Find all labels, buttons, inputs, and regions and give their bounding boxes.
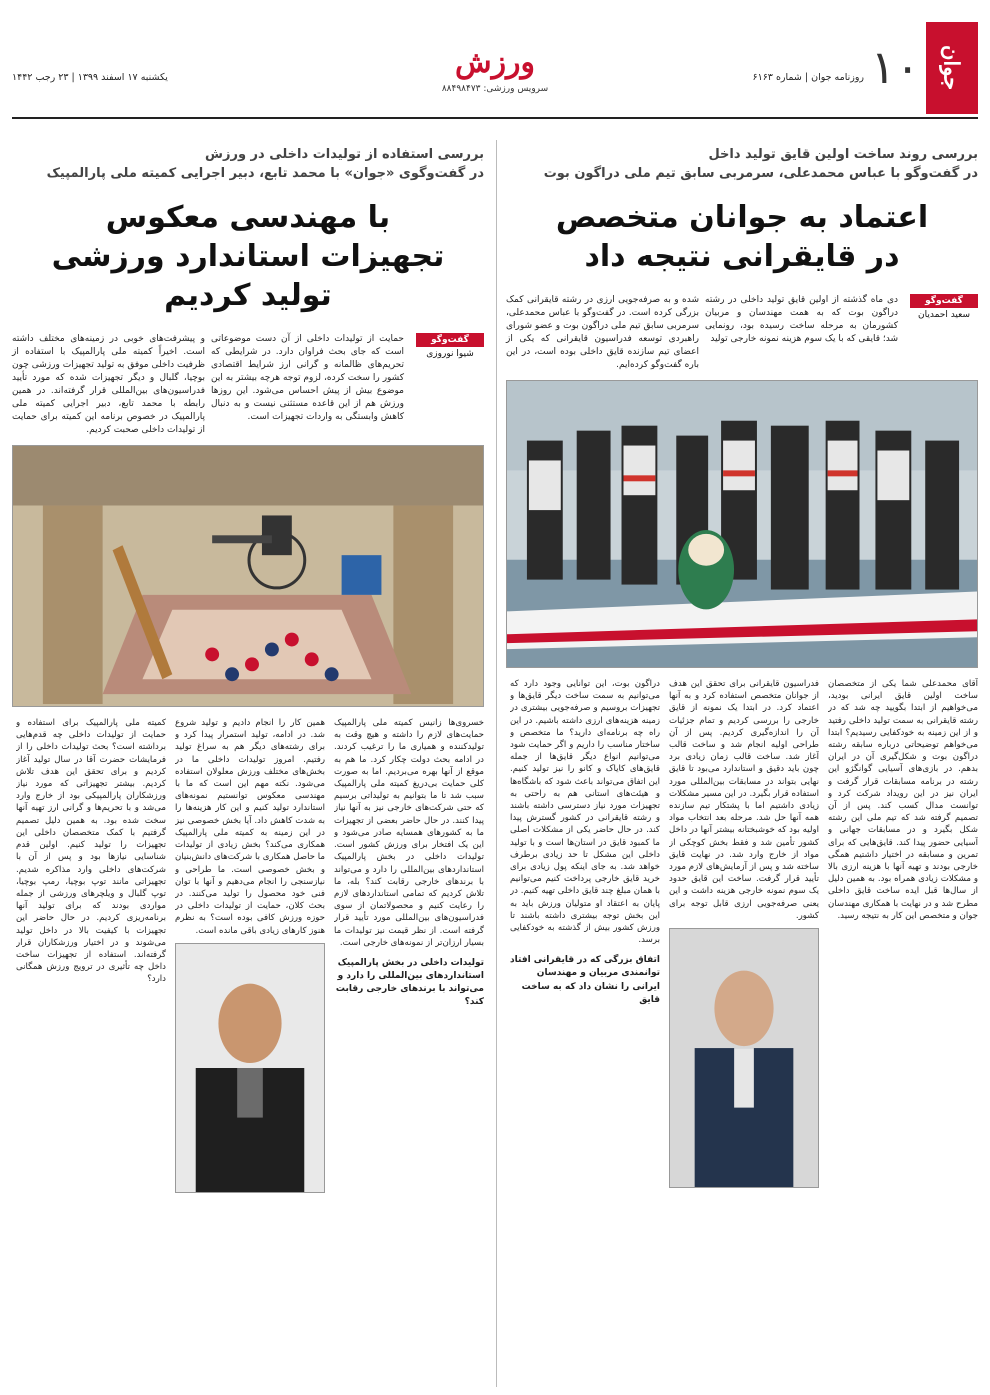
article-lead (506, 294, 978, 372)
article-headline[interactable] (506, 198, 978, 276)
page-number: ۱۰ (870, 40, 920, 94)
byline (910, 294, 978, 372)
lead-text: حمایت از تولیدات داخلی از آن دست موضوعاتی است که جای بحث فراوان دارد. در شرایطی که تحریم‌های ظالمانه و گرانی ارز شرایط اقتصادی کشور را سخت کرده، لزوم توجه هرچه بیشتر به این موضوع بیش از پیش احساس می‌شود. این روزها ورزش هم از این قاعده مستثنی نیست و به دنبال کاهش وابستگی به واردات تجهیزات است. (211, 333, 404, 422)
dragon-boat-photo (506, 380, 978, 668)
article-body (12, 717, 484, 1347)
lead-text: شده و به صرفه‌جویی ارزی در رشته قایقرانی کمک بزرگی کرده است. در گفت‌وگو با عباس محمدعلی، سرمربی سابق تیم ملی دراگون بوت و عضو شورای راهبردی توسعه فدراسیون قایقرانی که یکی از اعضای تیم سازنده قایق داخلی بوده است، در این باره گفت‌وگو کرده‌ایم. (506, 294, 699, 370)
body-text: خسروی‌ها زانیس کمیته ملی پارالمپیک حمایت‌های لازم را داشته و هیچ وقت به تولیدکننده و همیاری ما را ترغیب کردند. در ادامه بحث دولت چکار کرد. ما هم به موقع از آنها بهره می‌بردیم. اما به صورت کلی حمایت بی‌دریغ کمیته ملی پارالمپیک سبب شد تا ما بتوانیم به تولیداتی برسیم که حتی شرکت‌های خارجی نیز به آنها نیاز پیدا کنند. در حال حاضر بعضی از تجهیزات ما به کشورهای همسایه صادر می‌شود و این یک افتخار برای ورزش کشور است. تولیدات داخلی در بخش پارالمپیک استانداردهای بین‌المللی را دارد و می‌تواند با برندهای خارجی رقابت کند؟ بله، ما تلاش کردیم که تمامی استانداردهای لازم را رعایت کنیم و محصولاتمان از سوی فدراسیون‌های بین‌المللی مورد تأیید قرار گرفته است. از نظر قیمت نیز تولیدات ما بسیار ارزان‌تر از نمونه‌های خارجی است. (334, 718, 484, 948)
byline (416, 333, 484, 437)
byline-tag: گفت‌وگو (416, 333, 484, 347)
headline-line: در قایقرانی نتیجه داد (584, 238, 900, 274)
author-name: شیوا نوروزی (426, 348, 474, 359)
body-text: کمیته ملی پارالمپیک برای استفاده و حمایت از تولیدات داخلی چه قدم‌هایی برداشته است؟ بحث تولیدات داخلی را از فرمایشات حضرت آقا در سال تولید آغاز کردیم و برای تحقق این هدف تلاش کردیم. بیشتر تجهیزاتی که مورد نیاز ورزشکاران پارالمپیکی بود از خارج وارد می‌شد و با تحریم‌ها و گرانی ارز تهیه آنها سخت شده بود. به همین دلیل تصمیم گرفتیم با کمک متخصصان داخلی این تجهیزات را تولید کنیم. اولین قدم شناسایی نیازها بود و پس از آن با شرکت‌های داخلی وارد مذاکره شدیم. تجهیزاتی مانند توپ بوچیا، رمپ بوچیا، توپ گلبال و ویلچرهای ورزشی از جمله مواردی بودند که برای تولید آنها برنامه‌ریزی کردیم. در حال حاضر این تجهیزات با کیفیت بالا در داخل تولید می‌شوند و در اختیار ورزشکاران قرار گرفته‌اند. استفاده از تجهیزات ساخت داخل چه تأثیری در ترویج ورزش همگانی دارد؟ (16, 718, 166, 985)
masthead (0, 0, 990, 118)
author-name: سعید احمدیان (917, 309, 971, 320)
body-column (669, 678, 819, 1280)
byline-tag: گفت‌وگو (910, 294, 978, 308)
issue-date: یکشنبه ۱۷ اسفند ۱۳۹۹ | ۲۳ رجب ۱۴۴۲ (12, 72, 168, 83)
kicker-line: در گفت‌وگوی «جوان» با محمد تابع، دبیر اجرایی کمیته ملی پارالمپیک (46, 165, 484, 181)
body-text: فدراسیون قایقرانی برای تحقق این هدف از جوانان متخصص استفاده کرد و به آنها اعتماد کرد. در ابتدا یک نمونه از قایق خارجی را بررسی کردیم و تمام جزئیات آن را اندازه‌گیری کردیم. پس از آن طراحی اولیه انجام شد و ساخت قالب آغاز شد. ساخت قالب زمان زیادی برد چون باید دقیق و استاندارد می‌بود تا قایق نهایی بتواند در مسابقات بین‌المللی مورد استفاده قرار بگیرد. در این مسیر مشکلات زیادی داشتیم اما با پشتکار تیم سازنده همه آنها حل شد. مرحله بعد انتخاب مواد اولیه بود که خوشبختانه بیشتر آنها در داخل کشور تأمین شد و فقط بخش کوچکی از مواد از خارج وارد شد. در نهایت قایق ساخته شد و پس از آزمایش‌های لازم مورد تأیید قرار گرفت. ساخت این قایق حدود یک سوم نمونه خارجی هزینه داشت و این یعنی صرفه‌جویی ارزی قابل توجه برای کشور. (669, 678, 819, 921)
kicker-line: بررسی روند ساخت اولین قایق تولید داخل (708, 147, 978, 162)
body-text: آقای محمدعلی شما یکی از متخصصان ساخت اولین قایق ایرانی بودید، می‌خواهیم از ابتدا بگویید چه شد که در رشته قایقرانی به سمت تولید داخلی رفتید و از این زمینه به خودکفایی رسیدیم؟ ابتدا می‌خواهم توضیحاتی درباره سابقه رشته دراگون بوت و شکل‌گیری آن در ایران بدهم. در بازی‌های آسیایی گوانگژو این رشته در برنامه مسابقات قرار گرفت و ایران نیز در این رویداد شرکت کرد و توانست مدال کسب کند. پس از آن تصمیم گرفته شد که تیم ملی این رشته شکل بگیرد و در مسابقات جهانی و آسیایی حضور پیدا کند. قایق‌هایی که برای تمرین و مسابقه در اختیار داشتیم همگی خارجی بودند و تهیه آنها با هزینه ارزی بالا و مشکلات زیادی همراه بود. به همین دلیل از سال‌ها قبل ایده ساخت قایق داخلی مطرح شد و در نهایت با همکاری مهندسان جوان و متخصص این کار به نتیجه رسید. (828, 678, 978, 921)
body-column (828, 678, 978, 1280)
body-column (16, 717, 166, 1347)
article-lead (12, 333, 484, 437)
issue-info-right: روزنامه جوان | شماره ۶۱۶۳ (752, 72, 864, 83)
column-divider (496, 140, 497, 1387)
article-kicker (506, 124, 978, 184)
kicker-line: در گفت‌وگو با عباس محمدعلی، سرمربی سابق تیم ملی دراگون بوت (543, 165, 978, 181)
headline-line: اعتماد به جوانان متخصص (555, 199, 929, 235)
body-text: همین کار را انجام دادیم و تولید شروع شد. در ادامه، تولید استمرار پیدا کرد و برای رشته‌های دیگر هم به سراغ تولید رفتیم. امروز تولیدات داخلی ما در بخش‌های مختلف ورزش معلولان استفاده می‌شود. نکته مهم این است که ما با مهندسی معکوس توانستیم نمونه‌های استاندارد تولید کنیم و این کار هزینه‌ها را به شدت کاهش داد. آیا بخش خصوصی نیز در این زمینه به کمیته ملی پارالمپیک همکاری می‌کند؟ بخش زیادی از تولیدات ما حاصل همکاری با شرکت‌های دانش‌بنیان و بخش خصوصی است. ما طراحی و نیازسنجی را انجام می‌دهیم و آنها با توان فنی خود محصول را تولید می‌کنند. در بحث کلان، حمایت از تولیدات داخلی در حوزه ورزش کافی بوده است؟ به نظرم هنوز کارهای زیادی باقی مانده است. (175, 718, 325, 936)
section-phone: سرویس ورزشی: ۸۸۴۹۸۴۷۳ (441, 84, 549, 94)
pull-quote: تولیدات داخلی در بخش پارالمپیک استانداردهای بین‌المللی را دارد و می‌تواند با برندهای خارجی رقابت کند؟ (335, 957, 484, 1008)
body-column (510, 678, 660, 1280)
article-paralympic (12, 124, 484, 1387)
lead-text: و پیشرفت‌های خوبی در زمینه‌های مختلف داشته است. اخیراً کمیته ملی پارالمپیک با استفاده از ظرفیت داخلی موفق به تولید تجهیزات ورزشی چون بوچیا، گلبال و دیگر تجهیزات شده که مورد تأیید فدراسیون‌های بین‌المللی قرار گرفته‌اند. در همین رابطه با محمد تابع، دبیر اجرایی کمیته ملی پارالمپیک در خصوص برنامه این کمیته برای حمایت از تولیدات داخلی صحبت کردیم. (12, 333, 205, 436)
section-logo (440, 45, 550, 94)
headline-line: با مهندسی معکوس (105, 199, 391, 235)
body-column (334, 717, 484, 1347)
newspaper-logo[interactable]: جوان (926, 22, 978, 114)
interviewee-photo (669, 928, 819, 1188)
photo-caption: اتفاق بزرگی که در قایقرانی افتاد توانمندی مربیان و مهندسان ایرانی را نشان داد که به ساخت قایق (510, 955, 660, 1005)
body-column (175, 717, 325, 1347)
section-title: ورزش (454, 45, 536, 80)
article-kicker (12, 124, 484, 184)
lead-text: دی ماه گذشته از اولین قایق تولید داخلی در رشته دراگون بوت که به همت مهندسان و مربیان کشورمان به مرحله ساخت رسیده بود، رونمایی شد؛ قایقی که با یک سوم هزینه نمونه خارجی تولید (705, 294, 898, 344)
paralympic-equipment-photo (12, 445, 484, 707)
article-dragon-boat (506, 124, 978, 1387)
article-body (506, 678, 978, 1280)
header-rule (12, 117, 978, 119)
body-text: دراگون بوت، این توانایی وجود دارد که می‌توانیم به سمت ساخت دیگر قایق‌ها و تجهیزات بروسیم و صرفه‌جویی بیشتری در زمینه هزینه‌های ارزی داشته باشیم. در این راه چه برنامه‌ای دارید؟ ما متخصص و ساختار مناسب را داریم و اگر حمایت شود می‌توانیم انواع دیگر قایق‌ها از جمله قایق‌های کایاک و کانو را نیز تولید کنیم. این اتفاق می‌تواند باعث شود که باشگاه‌ها و هیئت‌های استانی هم به راحتی به تجهیزات مورد نیاز دسترسی داشته باشند و رشته قایقرانی در کشور گسترش پیدا کند. در حال حاضر یکی از مشکلات اصلی ما کمبود قایق در استان‌ها است و با تولید داخلی این مشکل تا حد زیادی برطرف خواهد شد. به جای اینکه پول زیادی برای خرید قایق خارجی پرداخت کنیم می‌توانیم با همان مبلغ چند قایق داخلی تهیه کنیم. در پایان به اعتقاد او متولیان ورزش باید به این بخش توجه بیشتری داشته باشند تا ورزش کشور بیش از گذشته به خودکفایی برسد. (510, 678, 660, 946)
article-headline[interactable] (12, 198, 484, 315)
headline-line: تجهیزات استاندارد ورزشی تولید کردیم (51, 238, 445, 313)
kicker-line: بررسی استفاده از تولیدات داخلی در ورزش (205, 147, 484, 162)
interviewee-photo (175, 943, 325, 1193)
